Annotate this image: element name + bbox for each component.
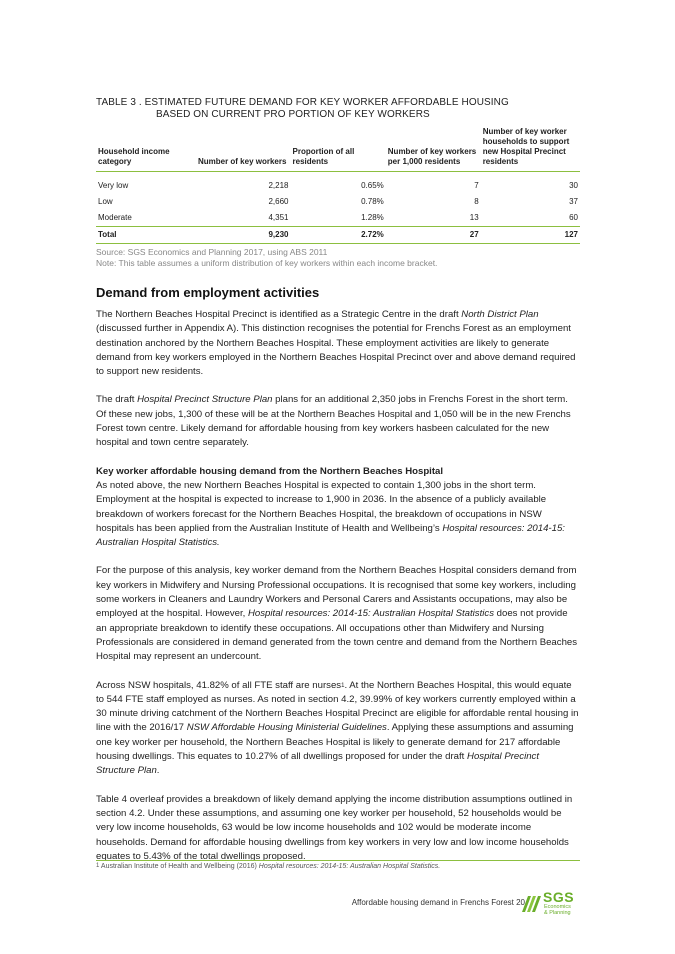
table-cell: Moderate <box>98 213 132 222</box>
table-title-line2: BASED ON CURRENT PRO PORTION OF KEY WORKERS <box>156 109 430 120</box>
italic-text: NSW Affordable Housing Ministerial Guidelines <box>186 722 387 734</box>
text: . At the Northern Beaches Hospital, this would equate to 544 FTE staff employed as nurses. As noted in section 4.2, 39.99% of key workers currently employed within a 30 minute driving catchment of the Northern Beaches Hospital Precinct are eligible for affordable rental housing in line with the 2016/17 <box>96 679 579 734</box>
table-cell: 1.28% <box>361 213 384 222</box>
text: Across NSW hospitals, 41.82% of all FTE staff are nurses <box>96 679 342 691</box>
paragraph-5 <box>96 679 580 779</box>
logo-subtitle <box>544 904 571 916</box>
logo-line1: Economics <box>544 904 571 910</box>
text: The Northern Beaches Hospital Precinct is identified as a Strategic Centre in the draft <box>96 309 462 320</box>
text: plans for an additional 2,350 jobs in Frenchs Forest in the short term. Of these new jobs, 1,300 of these will be at the Northern Beaches Hospital and 1,050 will be in the new Frenchs Forest town centre. Likely demand for affordable housing from key workers hasbeen calculated for the new hospital and town centre separately. <box>96 394 571 449</box>
table-cell: 2,218 <box>268 181 289 190</box>
table-total-row <box>96 227 580 244</box>
col-header: Proportion of all residents <box>291 125 386 172</box>
table-title <box>96 97 580 121</box>
col-header: Number of key worker households to support new Hospital Precinct residents <box>481 125 580 172</box>
paragraph-1 <box>96 308 580 379</box>
logo-name: SGS <box>543 889 575 905</box>
table-cell: 0.65% <box>361 181 384 190</box>
table-cell: 30 <box>569 181 578 190</box>
sgs-logo <box>520 890 582 916</box>
table-cell: 27 <box>386 227 481 244</box>
italic-text: Hospital resources: 2014-15: Australian Hospital Statistics. <box>96 522 565 549</box>
italic-text: North District Plan <box>461 309 539 320</box>
footnote-number: 1 <box>96 863 100 869</box>
col-header: Number of key workers per 1,000 residents <box>386 125 481 172</box>
subheading: Key worker affordable housing demand from the Northern Beaches Hospital <box>96 465 444 477</box>
table-cell: 4,351 <box>268 213 289 222</box>
text: does not provide an appropriate breakdown to identify these occupations. All occupations other than Midwifery and Nursing Professionals are considered in demand generated from the town centre and demand from the Northern Beaches Hospital may represent an undercount. <box>96 608 578 663</box>
text: Australian Institute of Health and Wellbeing (2016) <box>99 863 259 870</box>
paragraph-4 <box>96 564 580 664</box>
text: . Applying these assumptions and assuming one key worker per household, the Northern Beaches Hospital is likely to generate demand for 217 affordable housing dwellings. This equates to 10.27% of all dwellings proposed for under the draft <box>96 722 574 763</box>
table-cell: 2,660 <box>268 197 289 206</box>
italic-text: Hospital Precinct Structure Plan <box>96 751 539 777</box>
table-cell: 60 <box>569 213 578 222</box>
paragraph-3 <box>96 465 580 551</box>
table-cell: 127 <box>481 227 580 244</box>
paragraph-6: Table 4 overleaf provides a breakdown of likely demand applying the income distribution assumptions outlined in section 4.2. Under these assumptions, and assuming one key worker per household, 52 households would be very low income households, 63 would be low income households and 102 would be moderate income households. Demand for affordable housing dwellings from key workers in very low and low income households equates to 5.43% of the total dwellings proposed. <box>96 793 573 862</box>
table-cell: 9,230 <box>196 227 291 244</box>
table-row <box>96 172 580 195</box>
table-cell: Very low <box>98 181 129 190</box>
table-cell: 37 <box>569 197 578 206</box>
text: . <box>156 765 160 777</box>
page-content <box>96 97 580 878</box>
footnote-ref[interactable]: 1 <box>341 682 345 689</box>
table-row <box>96 194 580 210</box>
page-footer: Affordable housing demand in Frenchs Forest 20 <box>351 898 525 907</box>
italic-text: Hospital Precinct Structure Plan <box>137 394 273 406</box>
text: (discussed further in Appendix A). This distinction recognises the potential for Frenchs Forest as an employment destination anchored by the Northern Beaches Hospital. These employment activities are likely to generate demand from key workers employed in the Northern Beaches Hospital Precinct over and above demand required to support new residents. <box>96 323 576 378</box>
footnote <box>96 863 440 870</box>
text: As noted above, the new Northern Beaches Hospital is expected to contain 1,300 jobs in the short term. Employment at the hospital is expected to increase to 1,900 in 2036. In the absence of a publicly available breakdown of workers forecast for the Northern Beaches Hospital, the breakdown of occupations in NSW hospitals has been applied from the Australian Institute of Health and Wellbeing’s <box>96 479 547 534</box>
table-cell: 0.78% <box>361 197 384 206</box>
sgs-logo-icon <box>520 892 542 914</box>
table-cell: 2.72% <box>291 227 386 244</box>
col-header: Household income category <box>96 125 196 172</box>
footnote-divider <box>96 860 580 861</box>
logo-line2: & Planning <box>544 910 571 916</box>
text: The draft <box>96 394 138 406</box>
italic-text: Hospital resources: 2014-15: Australian Hospital Statistics <box>248 608 494 620</box>
table-title-line1: TABLE 3 . ESTIMATED FUTURE DEMAND FOR KEY WORKER AFFORDABLE HOUSING <box>96 97 509 108</box>
italic-text: Hospital resources: 2014-15: Australian Hospital Statistics. <box>258 863 441 870</box>
col-header: Number of key workers <box>196 125 291 172</box>
paragraph-2 <box>96 393 580 450</box>
table-cell: 13 <box>469 213 479 222</box>
section-heading: Demand from employment activities <box>96 285 320 300</box>
table-cell: 7 <box>474 181 479 190</box>
table-cell: 8 <box>474 197 479 206</box>
table-header-row <box>96 125 580 172</box>
key-worker-demand-table <box>96 125 580 244</box>
table-row <box>96 210 580 227</box>
text: For the purpose of this analysis, key worker demand from the Northern Beaches Hospital considers demand from key workers in Midwifery and Nursing Professional occupations. It is recognised that some key workers, including some workers in Cleaners and Laundry Workers and Personal Carers and Assistants occupations, may also be employed at the hospital. However, <box>96 565 577 620</box>
table-cell: Low <box>98 197 113 206</box>
table-note: Note: This table assumes a uniform distribution of key workers within each income bracket. <box>96 258 438 268</box>
table-source: Source: SGS Economics and Planning 2017, using ABS 2011 <box>96 247 328 257</box>
table-cell: Total <box>96 227 196 244</box>
